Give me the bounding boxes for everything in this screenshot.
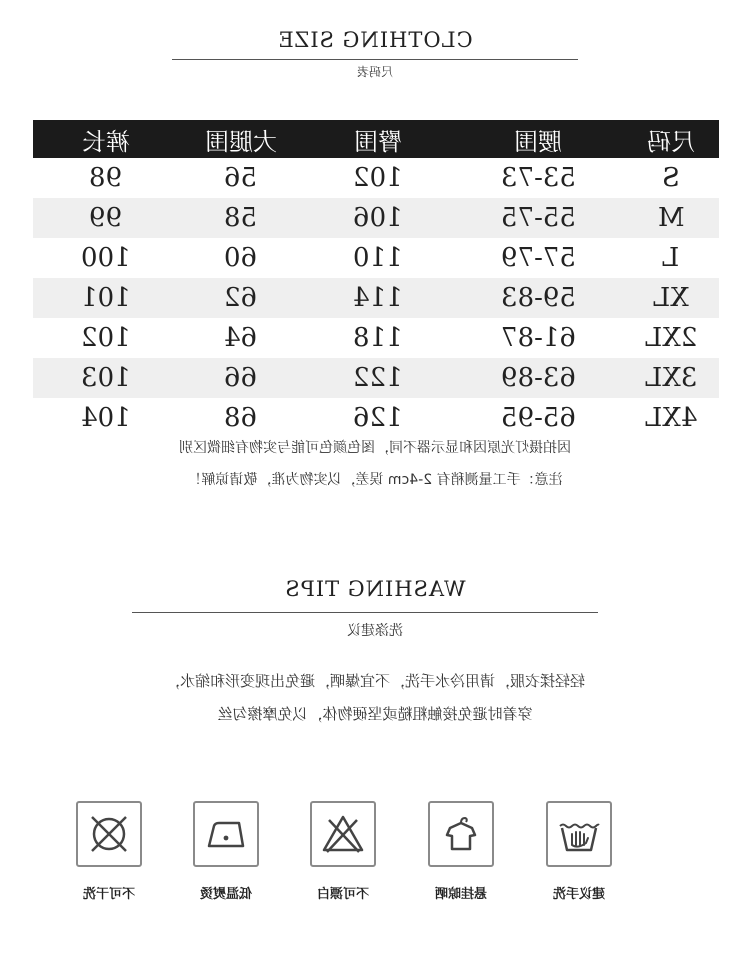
cell-waist: 61-87 <box>500 323 576 353</box>
size-table <box>33 120 719 438</box>
table-row <box>33 398 719 438</box>
cell-size: 3XL <box>644 363 698 393</box>
table-row <box>33 278 719 318</box>
care-label: 悬挂晾晒 <box>435 887 488 902</box>
washing-tips-subtitle: 洗涤建议 <box>347 623 403 639</box>
clothing-size-subtitle: 尺码表 <box>357 65 394 79</box>
care-item-no-bleach <box>310 801 376 902</box>
cell-waist: 55-75 <box>500 203 576 233</box>
clothing-size-divider <box>172 59 578 60</box>
no-bleach-icon <box>310 801 376 867</box>
cell-size: 2XL <box>644 323 698 353</box>
care-item-hang-dry <box>428 801 494 902</box>
table-row <box>33 358 719 398</box>
header-thigh: 大腿围 <box>204 127 277 156</box>
clothing-size-title: CLOTHING SIZE <box>277 28 473 52</box>
cell-waist: 65-95 <box>500 403 576 433</box>
washing-instruction-line2: 穿着时避免接触粗糙或坚硬物体，以免摩擦勾丝 <box>217 705 533 723</box>
care-label: 不可干洗 <box>83 887 136 902</box>
hang-dry-icon <box>428 801 494 867</box>
care-label: 建议手洗 <box>553 887 606 902</box>
cell-size: 4XL <box>644 403 698 433</box>
cell-hip: 106 <box>353 203 403 233</box>
table-row <box>33 318 719 358</box>
cell-pants-length: 99 <box>88 203 123 233</box>
table-row <box>33 238 719 278</box>
cell-thigh: 66 <box>223 363 258 393</box>
cell-waist: 53-73 <box>500 163 576 193</box>
washing-instruction-line1: 轻轻揉衣服，请用冷水手洗，不宜爆晒，避免出现变形和缩水， <box>165 672 586 690</box>
washing-tips-title: WASHING TIPS <box>284 577 466 601</box>
care-item-no-dry-clean <box>76 801 142 902</box>
header-size: 尺码 <box>647 127 695 156</box>
cell-pants-length: 100 <box>80 243 131 273</box>
cell-waist: 63-89 <box>500 363 576 393</box>
cell-pants-length: 102 <box>80 323 131 353</box>
cell-hip: 114 <box>353 283 403 313</box>
cell-waist: 57-79 <box>500 243 576 273</box>
cell-pants-length: 98 <box>88 163 123 193</box>
cell-size: XL <box>653 283 689 313</box>
cell-hip: 126 <box>353 403 403 433</box>
low-temp-iron-icon <box>193 801 259 867</box>
care-item-low-temp-iron <box>193 801 259 902</box>
cell-thigh: 62 <box>223 283 258 313</box>
cell-thigh: 68 <box>223 403 258 433</box>
care-label: 不可漂白 <box>317 887 370 902</box>
size-table-header <box>33 120 719 158</box>
cell-thigh: 60 <box>223 243 258 273</box>
cell-hip: 110 <box>353 243 403 273</box>
cell-size: M <box>657 203 685 233</box>
cell-pants-length: 104 <box>80 403 131 433</box>
cell-size: L <box>662 243 680 273</box>
care-label: 低温熨烫 <box>200 887 253 902</box>
cell-hip: 122 <box>353 363 403 393</box>
cell-size: S <box>662 163 680 193</box>
cell-hip: 102 <box>353 163 403 193</box>
hand-wash-icon <box>546 801 612 867</box>
cell-thigh: 56 <box>223 163 258 193</box>
header-waist: 腰围 <box>514 127 562 156</box>
cell-pants-length: 103 <box>80 363 131 393</box>
cell-thigh: 64 <box>223 323 258 353</box>
care-item-hand-wash <box>546 801 612 902</box>
cell-thigh: 58 <box>223 203 258 233</box>
table-row <box>33 158 719 198</box>
measurement-note: 注意：手工量测稍有 2-4cm 误差，以实物为准，敬请谅解！ <box>187 472 563 488</box>
header-pants-length: 裤长 <box>81 127 130 156</box>
table-row <box>33 198 719 238</box>
header-hip: 臀围 <box>354 127 402 156</box>
cell-hip: 118 <box>353 323 403 353</box>
no-dry-clean-icon <box>76 801 142 867</box>
cell-waist: 59-83 <box>500 283 576 313</box>
washing-tips-divider <box>132 612 598 613</box>
cell-pants-length: 101 <box>80 283 131 313</box>
color-note: 因拍摄灯光原因和显示器不同，图色颜色可能与实物有细微区别 <box>179 440 571 456</box>
